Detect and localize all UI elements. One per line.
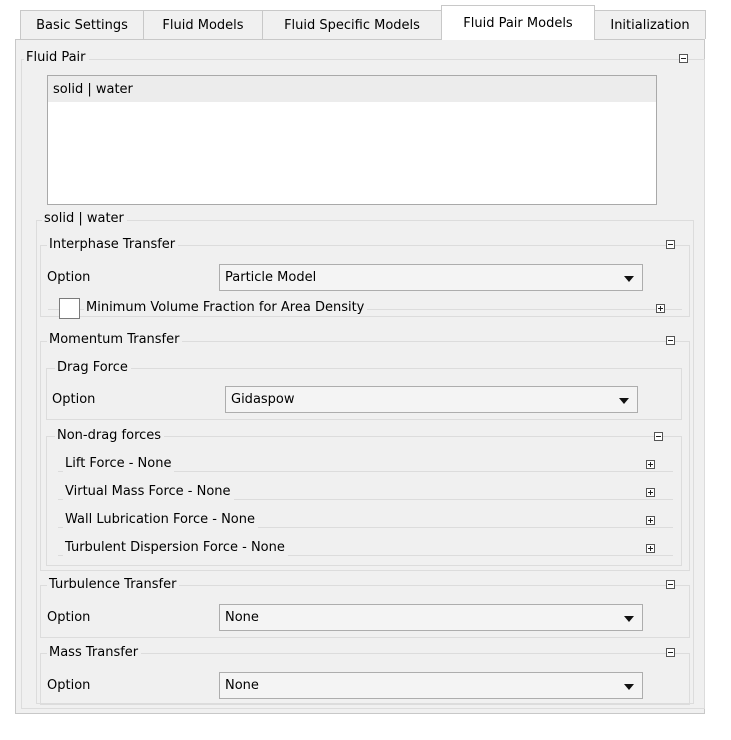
fluid-pair-title: Fluid Pair [24,50,89,66]
turbulent-dispersion-force-item[interactable]: Turbulent Dispersion Force - None [63,540,288,556]
expand-icon[interactable] [646,488,655,497]
tab-initialization[interactable] [594,10,706,39]
mass-transfer-title: Mass Transfer [47,645,141,661]
list-item[interactable] [48,76,656,102]
virtual-mass-force-item[interactable]: Virtual Mass Force - None [63,484,234,500]
select-value: None [225,610,259,625]
min-volume-checkbox[interactable] [59,298,80,319]
turbulence-option-select[interactable] [219,604,643,631]
fluid-pair-list[interactable] [47,75,657,205]
interphase-option-select[interactable] [219,264,643,291]
turbulence-option-label: Option [47,610,91,625]
collapse-icon[interactable] [666,240,675,249]
collapse-icon[interactable] [666,336,675,345]
nondrag-forces-title: Non-drag forces [55,428,164,444]
expand-icon[interactable] [646,544,655,553]
tab-basic-settings[interactable] [20,10,144,39]
tab-label: Fluid Specific Models [284,17,420,33]
momentum-transfer-title: Momentum Transfer [47,332,182,348]
min-volume-label: Minimum Volume Fraction for Area Density [84,300,367,316]
mass-option-select[interactable] [219,672,643,699]
collapse-icon[interactable] [666,648,675,657]
collapse-icon[interactable] [679,54,688,63]
collapse-icon[interactable] [654,432,663,441]
select-value: None [225,678,259,693]
tab-label: Initialization [610,17,690,33]
tab-label: Fluid Models [162,17,244,33]
dropdown-arrow-icon [624,276,634,282]
tab-fluid-specific-models[interactable] [262,10,442,39]
dropdown-arrow-icon [624,684,634,690]
turbulence-transfer-title: Turbulence Transfer [47,577,179,593]
list-item-label: solid | water [53,81,133,97]
wall-lubrication-force-item[interactable]: Wall Lubrication Force - None [63,512,258,528]
pair-section-title: solid | water [42,211,127,227]
expand-icon[interactable] [646,460,655,469]
lift-force-item[interactable]: Lift Force - None [63,456,174,472]
tab-fluid-models[interactable] [143,10,263,39]
select-value: Particle Model [225,270,317,285]
expand-icon[interactable] [646,516,655,525]
collapse-icon[interactable] [666,580,675,589]
dropdown-arrow-icon [624,616,634,622]
mass-option-label: Option [47,678,91,693]
tab-fluid-pair-models[interactable] [441,5,595,40]
select-value: Gidaspow [231,392,295,407]
expand-icon[interactable] [656,304,665,313]
drag-option-select[interactable] [225,386,638,413]
drag-option-label: Option [52,392,96,407]
tab-label: Fluid Pair Models [463,15,573,31]
drag-force-title: Drag Force [55,360,131,376]
interphase-option-label: Option [47,270,91,285]
tab-label: Basic Settings [36,17,128,33]
dropdown-arrow-icon [619,398,629,404]
interphase-transfer-title: Interphase Transfer [47,237,178,253]
